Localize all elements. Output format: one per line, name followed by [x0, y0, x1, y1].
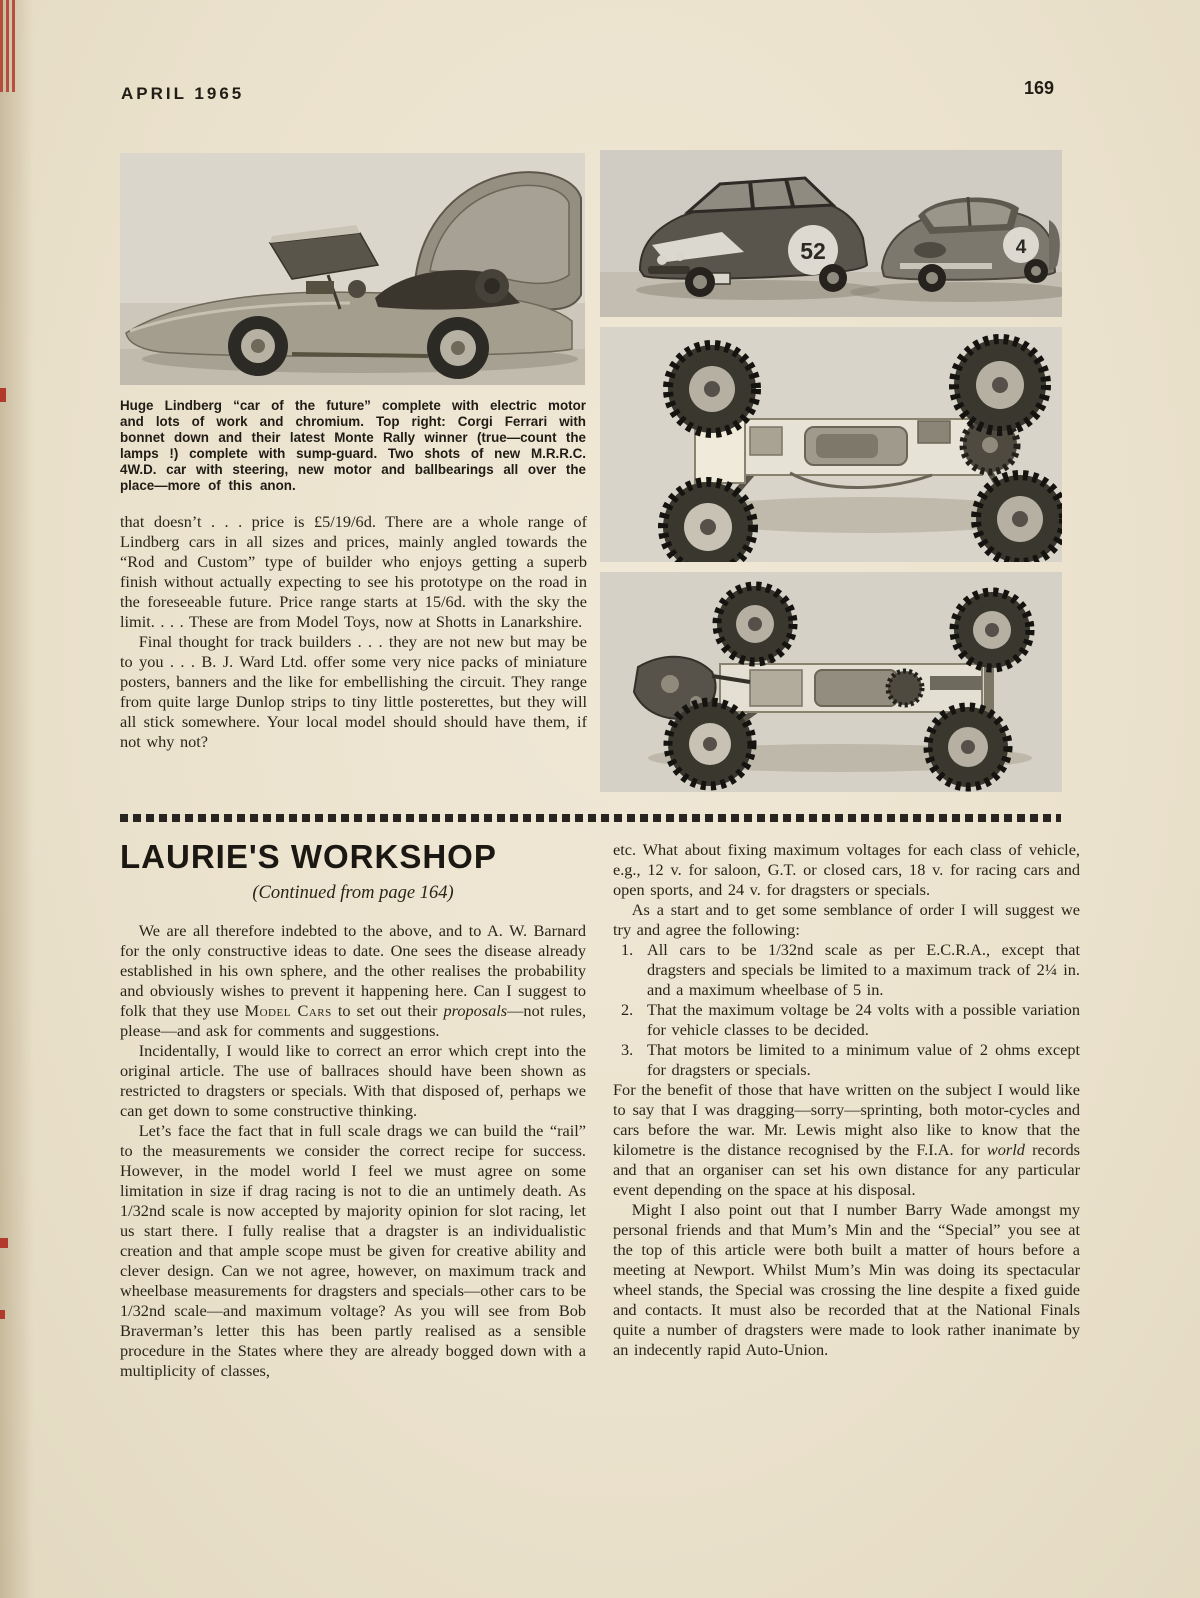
page-number: 169 — [1024, 78, 1055, 98]
photo-mrrc-chassis-underside — [600, 572, 1062, 792]
body-paragraph — [613, 1080, 1080, 1200]
list-text: All cars to be 1/32nd scale as per E.C.R.A., except that dragsters and specials be limited to a maximum track of 2¼ in. and a maximum wheelbase of 5 in. — [647, 940, 1080, 999]
list-number: 1. — [621, 940, 634, 959]
text-run: —not rules, please—and ask for comments and suggestions. — [120, 1001, 587, 1040]
body-paragraph: As a start and to get some semblance of order I will suggest we try and agree the following: — [613, 900, 1080, 939]
photo-caption: Huge Lindberg “car of the future” complete with electric motor and lots of work and chromium. Top right: Corgi Ferrari with bonnet down and their latest Monte Rally winner (true—count the lamps !) complete with sump-guard. Two shots of new M.R.R.C. 4W.D. car with steering, new motor and ballbearings all over the place—more of this anon. — [120, 398, 586, 493]
body-paragraph — [120, 921, 586, 1041]
intro-column — [120, 512, 587, 752]
text-run: For the benefit of those that have written on the subject I would like to say that I was dragging—sorry—sprinting, both motor-cycles and cars before the war. Mr. Lewis might also like to know that the kilometre is the distance recognised by the F.I.A. for — [613, 1080, 1080, 1159]
chassis-wheel — [928, 707, 1008, 787]
list-number: 3. — [621, 1040, 634, 1059]
text-run: to set out their — [331, 1001, 444, 1020]
section-divider — [120, 814, 1061, 822]
page-edge-mark — [0, 388, 6, 402]
body-paragraph: Might I also point out that I number Barry Wade amongst my personal friends and that Mum’s Min and the “Special” you see at the top of this article were both built a matter of hours before a meeting at Newport. Whilst Mum’s Min was doing its spectacular wheel stands, the Special was crossing the line despite a fixed guide and contacts. It must also be recorded that at the National Finals quite a number of dragsters were made to look rather inanimate by an indecently rapid Auto-Union. — [613, 1200, 1080, 1359]
photo-corgi-mini-ferrari — [600, 150, 1062, 317]
body-paragraph: that doesn’t . . . price is £5/19/6d. There are a whole range of Lindberg cars in all sizes and prices, mainly angled towards the “Rod and Custom” type of builder who enjoys getting a superb finish without actually expecting to see his prototype on the road in the foreseeable future. Price range starts at 15/6d. with the sky the limit. . . . These are from Model Toys, now at Shotts in Lanarkshire. — [120, 512, 587, 631]
chassis-wheel — [717, 586, 793, 662]
laurie-right-column — [613, 840, 1080, 1360]
numbered-list-item — [613, 1040, 1080, 1080]
text-run: records and that an organiser can set his own distance for any particular event depending on the space at his disposal. — [613, 1140, 1081, 1199]
list-number: 2. — [621, 1000, 634, 1019]
photo-lindberg-car — [120, 153, 585, 385]
mini-race-number: 52 — [800, 238, 826, 264]
numbered-list-item — [613, 940, 1080, 1000]
article-subtitle: (Continued from page 164) — [252, 883, 454, 903]
body-paragraph: Incidentally, I would like to correct an error which crept into the original article. The use of ballraces should have been shown as restricted to dragsters or specials. With that disposed of, perhaps we can get down to some constructive thinking. — [120, 1041, 586, 1120]
photo-mrrc-chassis-top — [600, 327, 1062, 562]
italic-text: world — [986, 1140, 1025, 1159]
page-edge-mark — [0, 1238, 8, 1248]
ferrari-race-number: 4 — [1015, 237, 1027, 258]
page-corner-marks — [0, 0, 15, 92]
body-paragraph: etc. What about fixing maximum voltages for each class of vehicle, e.g., 12 v. for saloon, G.T. or closed cars, 18 v. for racing cars and open sports, and 24 v. for dragsters or specials. — [613, 840, 1080, 899]
article-title: LAURIE'S WORKSHOP — [120, 838, 497, 875]
chassis-wheel — [954, 339, 1046, 431]
issue-date: APRIL 1965 — [121, 84, 245, 103]
magazine-name-text: Model Cars — [244, 1001, 332, 1020]
chassis-wheel — [668, 345, 756, 433]
body-paragraph: Final thought for track builders . . . they are not new but may be to you . . . B. J. Ward Ltd. offer some very nice packs of miniature posters, banners and the like for embellishing the circuit. They range from quite large Dunlop strips to tiny little posterettes, but they will all stick somewhere. Your local model should should have them, if not why not? — [120, 632, 587, 751]
chassis-wheel — [954, 592, 1030, 668]
text-run: We are all therefore indebted to the above, and to A. W. Barnard for the only constructive ideas to date. One sees the disease already established in his own sphere, and the other realises the probability and obviously wishes to prevent it happening here. Can I suggest to folk that they use — [120, 921, 586, 1020]
chassis-wheel — [976, 475, 1062, 562]
page-edge-mark — [0, 1310, 5, 1319]
list-text: That motors be limited to a minimum value of 2 ohms except for dragsters or specials. — [647, 1040, 1080, 1079]
italic-text: proposals — [443, 1001, 508, 1020]
laurie-left-column — [120, 838, 586, 1381]
list-text: That the maximum voltage be 24 volts with a possible variation for vehicle classes to be decided. — [647, 1000, 1080, 1039]
chassis-wheel — [668, 702, 752, 786]
page-edge-shadow — [0, 0, 34, 1598]
body-paragraph: Let’s face the fact that in full scale drags we can build the “rail” to the measurements we consider the correct recipe for success. However, in the model world I feel we must agree on some limitation in size if drag racing is not to die an untimely death. As 1/32nd scale is now accepted by majority opinion for slot racing, let us start there. I fully realise that a dragster is an individualistic creation and that ample scope must be given for creative ability and clever design. Can we not agree, however, on maximum track and wheelbase measurements for dragsters and specials—other cars to be 1/32nd scale—and maximum voltage? As you will see from Bob Braverman’s letter this has been partly realised as a sensible procedure in the States where they are already bogged down with a multiplicity of classes, — [120, 1121, 586, 1380]
numbered-list-item — [613, 1000, 1080, 1040]
